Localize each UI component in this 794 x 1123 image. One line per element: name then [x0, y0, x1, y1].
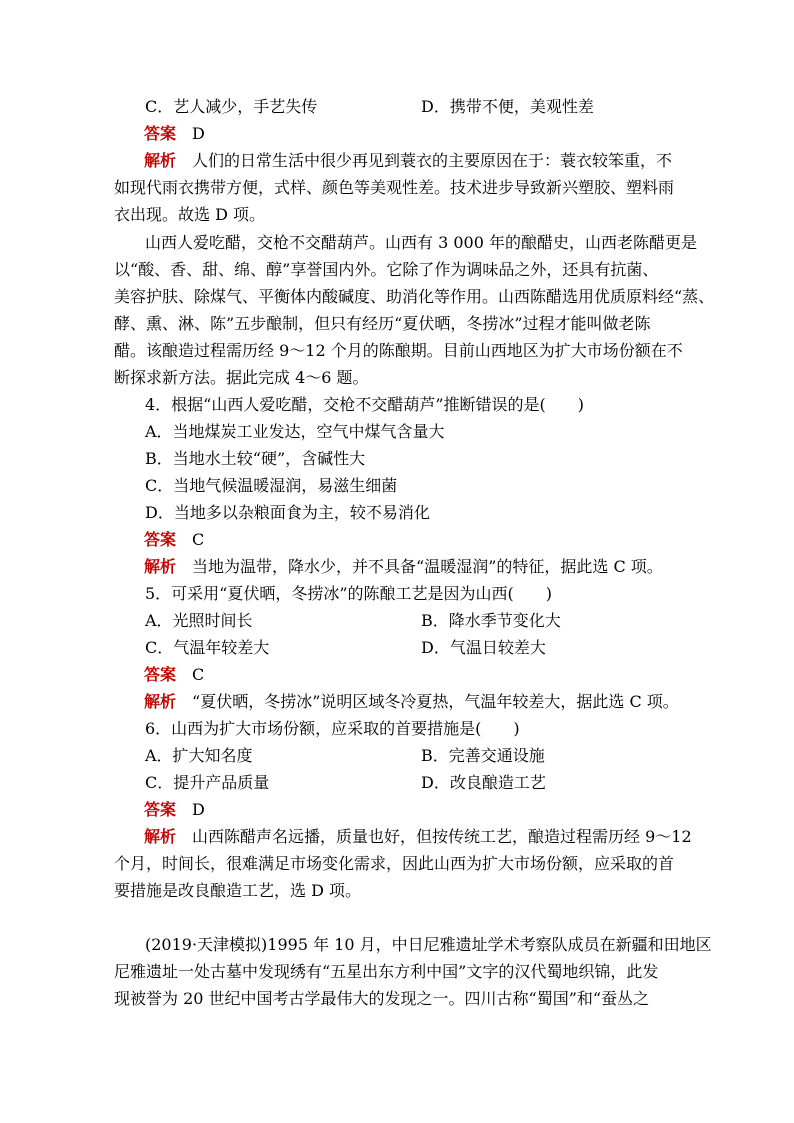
q4-option-a: A．当地煤炭工业发达，空气中煤气含量大: [145, 422, 445, 441]
q3-option-c: C．艺人减少，手艺失传: [145, 97, 318, 116]
q4-option-b: B．当地水土较“硬”，含碱性大: [145, 449, 366, 468]
q4-option-c: C．当地气候温暖湿润，易滋生细菌: [145, 476, 398, 495]
analysis-label: 解析: [144, 557, 177, 576]
analysis-label: 解析: [144, 151, 177, 170]
q3-analysis-line-2: 如现代雨衣携带方便，式样、颜色等美观性差。技术进步导致新兴塑胶、塑料雨: [114, 178, 675, 197]
q5-option-d: D．气温日较差大: [421, 638, 546, 657]
passage1-line-3: 美容护肤、除煤气、平衡体内酸碱度、助消化等作用。山西陈醋选用优质原料经“蒸、: [114, 287, 715, 306]
q4-answer: 答案 C: [144, 530, 205, 549]
q3-analysis-line-3: 衣出现。故选 D 项。: [114, 205, 266, 224]
q6-option-b: B．完善交通设施: [421, 746, 545, 765]
passage1-line-5: 醋。该酿造过程需历经 9～12 个月的陈酿期。目前山西地区为扩大市场份额在不: [114, 341, 683, 360]
answer-label: 答案: [144, 124, 177, 143]
passage2-line-1: (2019·天津模拟)1995 年 10 月，中日尼雅遗址学术考察队成员在新疆和田地区: [145, 935, 712, 954]
q6-answer: 答案 D: [144, 800, 205, 819]
q5-stem: 5．可采用“夏伏晒，冬捞冰”的陈酿工艺是因为山西( ): [145, 584, 553, 603]
answer-label: 答案: [144, 530, 177, 549]
q6-option-a: A．扩大知名度: [145, 746, 253, 765]
passage2-line-3: 现被誉为 20 世纪中国考古学最伟大的发现之一。四川古称“蜀国”和“蚕丛之: [114, 989, 650, 1008]
q5-option-b: B．降水季节变化大: [421, 611, 561, 630]
q6-analysis-line-2: 个月，时间长，很难满足市场变化需求，因此山西为扩大市场份额，应采取的首: [114, 854, 675, 873]
q4-option-d: D．当地多以杂粮面食为主，较不易消化: [145, 503, 430, 522]
q6-option-c: C．提升产品质量: [145, 773, 270, 792]
q6-stem: 6．山西为扩大市场份额，应采取的首要措施是( ): [145, 719, 520, 738]
q5-option-c: C．气温年较差大: [145, 638, 270, 657]
q5-analysis: 解析 “夏伏晒，冬捞冰”说明区域冬冷夏热，气温年较差大，据此选 C 项。: [144, 692, 679, 711]
q6-option-d: D．改良酿造工艺: [421, 773, 546, 792]
q6-analysis-line-1: 解析 山西陈醋声名远播，质量也好，但按传统工艺，酿造过程需历经 9～12: [144, 827, 692, 846]
q3-analysis-line-1: 解析 人们的日常生活中很少再见到蓑衣的主要原因在于：蓑衣较笨重，不: [144, 151, 673, 170]
analysis-label: 解析: [144, 692, 177, 711]
q5-option-a: A．光照时间长: [145, 611, 253, 630]
q3-answer: 答案 D: [144, 124, 205, 143]
q5-answer: 答案 C: [144, 665, 205, 684]
q3-option-d: D．携带不便，美观性差: [421, 97, 594, 116]
passage1-line-6: 断探求新方法。据此完成 4～6 题。: [114, 368, 369, 387]
answer-label: 答案: [144, 665, 177, 684]
q4-stem: 4．根据“山西人爱吃醋，交枪不交醋葫芦”推断错误的是( ): [145, 395, 585, 414]
answer-label: 答案: [144, 800, 177, 819]
passage1-line-4: 酵、熏、淋、陈”五步酿制，但只有经历“夏伏晒，冬捞冰”过程才能叫做老陈: [114, 314, 651, 333]
q4-analysis: 解析 当地为温带，降水少，并不具备“温暖湿润”的特征，据此选 C 项。: [144, 557, 663, 576]
passage2-line-2: 尼雅遗址一处古墓中发现绣有“五星出东方利中国”文字的汉代蜀地织锦，此发: [114, 962, 659, 981]
analysis-label: 解析: [144, 827, 177, 846]
q6-analysis-line-3: 要措施是改良酿造工艺，选 D 项。: [114, 881, 362, 900]
passage1-line-2: 以“酸、香、甜、绵、醇”享誉国内外。它除了作为调味品之外，还具有抗菌、: [114, 260, 659, 279]
passage1-line-1: 山西人爱吃醋，交枪不交醋葫芦。山西有 3 000 年的酿醋史，山西老陈醋更是: [145, 233, 697, 252]
